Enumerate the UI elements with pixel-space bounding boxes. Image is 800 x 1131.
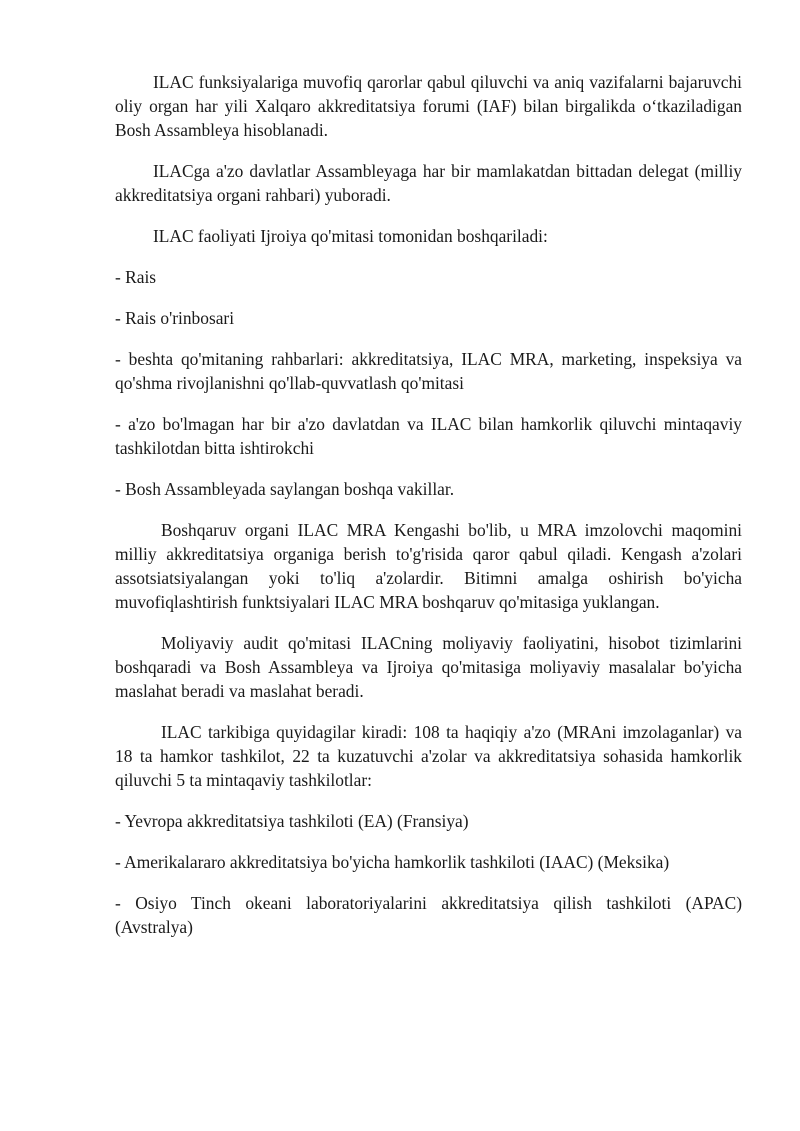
document-page: [115, 70, 742, 956]
list-item-other-representatives: - Bosh Assambleyada saylangan boshqa vakillar.: [115, 479, 455, 499]
paragraph-financial-audit: Moliyaviy audit qo'mitasi ILACning moliyaviy faoliyatini, hisobot tizimlarini boshqaradi va Bosh Assambleya va Ijroiya qo'mitasiga moliyaviy masalalar bo'yicha maslahat beradi va maslahat beradi.: [115, 633, 742, 701]
paragraph-general-assembly: ILAC funksiyalariga muvofiq qarorlar qabul qiluvchi va aniq vazifalarni bajaruvchi oliy organ har yili Xalqaro akkreditatsiya forumi (IAF) bilan birgalikda o‘tkaziladigan Bosh Assambleya hisoblanadi.: [115, 72, 742, 140]
list-item-chair: - Rais: [115, 267, 157, 287]
list-item-apac: - Osiyo Tinch okeani laboratoriyalarini akkreditatsiya qilish tashkiloti (APAC) (Avstralya): [115, 893, 742, 937]
list-item-iaac: - Amerikalararo akkreditatsiya bo'yicha hamkorlik tashkiloti (IAAC) (Meksika): [115, 852, 670, 872]
list-item-committee-chairs: - beshta qo'mitaning rahbarlari: akkreditatsiya, ILAC MRA, marketing, inspeksiya va qo'shma rivojlanishni qo'llab-quvvatlash qo'mitasi: [115, 349, 742, 393]
paragraph-delegates: ILACga a'zo davlatlar Assambleyaga har bir mamlakatdan bittadan delegat (milliy akkreditatsiya organi rahbari) yuboradi.: [115, 161, 742, 205]
paragraph-mra-council: Boshqaruv organi ILAC MRA Kengashi bo'lib, u MRA imzolovchi maqomini milliy akkreditatsiya organiga berish to'g'risida qaror qabul qiladi. Kengash a'zolari assotsiatsiyalangan yoki to'liq a'zolardir. Bitimni amalga oshirish bo'yicha muvofiqlashtirish funktsiyalari ILAC MRA boshqaruv qo'mitasiga yuklangan.: [115, 520, 742, 612]
list-item-ea: - Yevropa akkreditatsiya tashkiloti (EA) (Fransiya): [115, 811, 469, 831]
paragraph-executive-committee: ILAC faoliyati Ijroiya qo'mitasi tomonidan boshqariladi:: [153, 226, 548, 246]
paragraph-ilac-membership: ILAC tarkibiga quyidagilar kiradi: 108 ta haqiqiy a'zo (MRAni imzolaganlar) va 18 ta hamkor tashkilot, 22 ta kuzatuvchi a'zolar va akkreditatsiya sohasida hamkorlik qiluvchi 5 ta mintaqaviy tashkilotlar:: [115, 722, 742, 790]
list-item-regional-participant: - a'zo bo'lmagan har bir a'zo davlatdan va ILAC bilan hamkorlik qiluvchi mintaqaviy tashkilotdan bitta ishtirokchi: [115, 414, 742, 458]
list-item-vice-chair: - Rais o'rinbosari: [115, 308, 235, 328]
